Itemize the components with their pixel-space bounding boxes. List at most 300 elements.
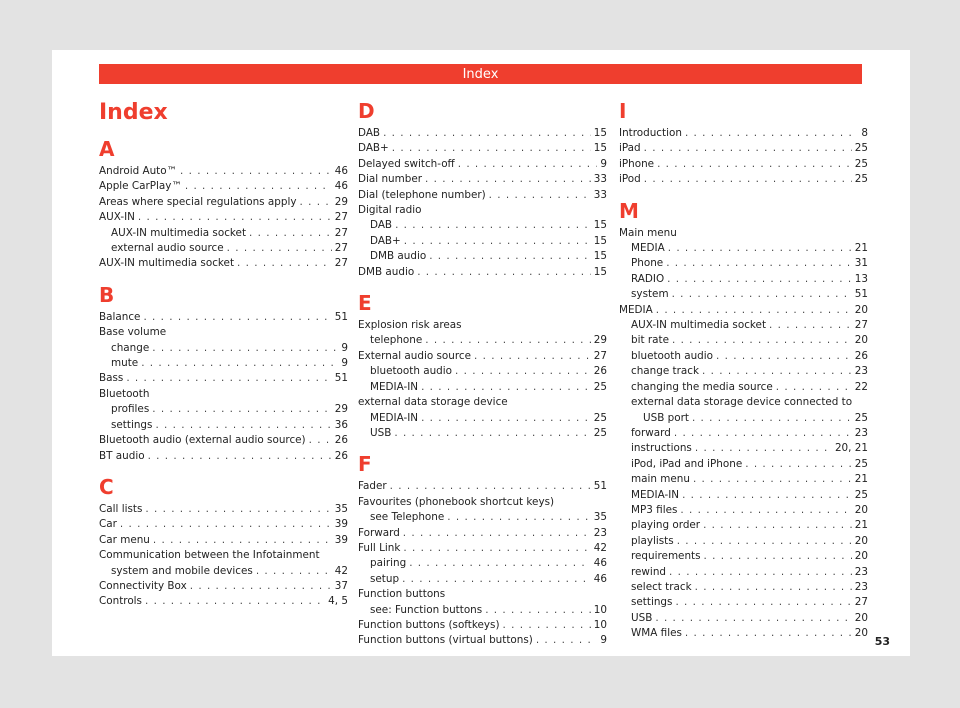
entry-page-number: 21 (854, 473, 868, 486)
dot-leader (120, 517, 332, 532)
dot-leader (145, 502, 331, 517)
entry-page-number: 46 (334, 180, 348, 193)
index-title: Index (99, 100, 168, 125)
dot-leader (458, 157, 598, 172)
entry-label: Full Link (358, 541, 401, 554)
entry-label: requirements (631, 550, 701, 563)
entry-label: external audio source (111, 242, 224, 255)
entry-label: MEDIA-IN (370, 411, 419, 424)
entry-label: changing the media source (631, 380, 773, 393)
entry-page-number: 9 (341, 357, 348, 370)
entry-label: telephone (370, 334, 423, 347)
entry-page-number: 23 (854, 565, 868, 578)
entry-page-number: 4, 5 (328, 595, 348, 608)
index-heading (619, 226, 868, 241)
index-entry[interactable] (358, 364, 607, 379)
entry-page-number: 15 (593, 250, 607, 263)
index-entry[interactable] (619, 380, 868, 395)
entry-label: MEDIA-IN (631, 488, 680, 501)
dot-leader (152, 402, 332, 417)
dot-leader (138, 210, 332, 225)
dot-leader (489, 188, 591, 203)
index-entry[interactable] (358, 556, 607, 571)
dot-leader (409, 556, 591, 571)
index-heading (358, 395, 607, 410)
index-entry[interactable] (619, 549, 868, 564)
dot-leader (417, 265, 591, 280)
header-title: Index (462, 66, 499, 82)
entry-page-number: 21 (854, 242, 868, 255)
index-entry[interactable] (619, 457, 868, 472)
entry-page-number: 20 (854, 550, 868, 563)
entry-page-number: 25 (593, 380, 607, 393)
entry-label: Bass (99, 372, 124, 385)
index-entry[interactable] (358, 249, 607, 264)
dot-leader (227, 241, 332, 256)
page-number: 53 (874, 635, 890, 648)
index-heading (99, 325, 348, 340)
dot-leader (256, 564, 332, 579)
entry-label: change (111, 341, 150, 354)
entry-label: forward (631, 426, 671, 439)
section-letter: A (99, 137, 115, 161)
index-column-1 (99, 138, 348, 622)
index-section-b (99, 284, 348, 464)
index-entry[interactable] (619, 287, 868, 302)
entry-page-number: 22 (854, 380, 868, 393)
entry-label: MEDIA (619, 303, 653, 316)
section-letter: D (358, 99, 375, 123)
entry-label: Base volume (99, 326, 167, 339)
entry-page-number: 35 (334, 502, 348, 515)
dot-leader (657, 157, 852, 172)
index-entry[interactable] (619, 256, 868, 271)
entry-label: iPod (619, 173, 641, 186)
entry-label: USB port (643, 411, 689, 424)
entry-label: Android Auto™ (99, 165, 177, 177)
entry-label: playlists (631, 534, 674, 547)
index-entry[interactable] (358, 510, 607, 525)
entry-label: DMB audio (370, 250, 427, 263)
index-entry[interactable] (99, 449, 348, 464)
dot-leader (668, 241, 852, 256)
index-entry[interactable] (358, 479, 607, 494)
entry-page-number: 23 (854, 365, 868, 378)
index-entry[interactable] (99, 594, 348, 609)
entry-page-number: 25 (854, 142, 868, 155)
entry-label: Forward (358, 526, 400, 539)
entry-label: iPod, iPad and iPhone (631, 457, 743, 470)
entry-page-number: 25 (854, 157, 868, 170)
index-entry[interactable] (99, 402, 348, 417)
dot-leader (190, 579, 332, 594)
entry-page-number: 29 (334, 403, 348, 416)
index-entry[interactable] (619, 241, 868, 256)
index-entry[interactable] (358, 618, 607, 633)
index-entry[interactable] (358, 157, 607, 172)
index-entry[interactable] (619, 580, 868, 595)
entry-label: Apple CarPlay™ (99, 180, 182, 193)
entry-label: Balance (99, 310, 141, 323)
index-heading (358, 203, 607, 218)
entry-page-number: 46 (593, 572, 607, 585)
dot-leader (429, 249, 591, 264)
entry-page-number: 26 (593, 365, 607, 378)
index-entry[interactable] (619, 141, 868, 156)
entry-label: main menu (631, 473, 690, 486)
entry-label: external data storage device (358, 396, 508, 409)
index-entry[interactable] (99, 517, 348, 532)
dot-leader (536, 633, 598, 648)
dot-leader (656, 303, 852, 318)
index-section-a (99, 138, 348, 272)
index-entry[interactable] (358, 411, 607, 426)
index-entry[interactable] (99, 310, 348, 325)
entry-label: DAB (370, 219, 393, 232)
index-entry[interactable] (99, 210, 348, 225)
entry-page-number: 20 (854, 303, 868, 316)
entry-label: rewind (631, 565, 667, 578)
entry-label: change track (631, 365, 699, 378)
entry-label: Bluetooth audio (external audio source) (99, 434, 306, 447)
dot-leader (425, 333, 591, 348)
entry-label: USB (370, 426, 392, 439)
entry-label: select track (631, 580, 692, 593)
index-entry[interactable] (358, 526, 607, 541)
entry-page-number: 10 (593, 603, 607, 616)
entry-page-number: 51 (854, 288, 868, 301)
index-entry[interactable] (99, 195, 348, 210)
entry-page-number: 51 (593, 480, 607, 493)
index-entry[interactable] (619, 364, 868, 379)
entry-label: AUX-IN (99, 211, 135, 224)
dot-leader (402, 572, 591, 587)
dot-leader (421, 411, 591, 426)
index-page (52, 50, 910, 656)
entry-label: Function buttons (358, 588, 446, 601)
index-entry[interactable] (619, 595, 868, 610)
entry-page-number: 9 (341, 341, 348, 354)
entry-page-number: 51 (334, 310, 348, 323)
entry-page-number: 37 (334, 579, 348, 592)
index-entry[interactable] (619, 488, 868, 503)
entry-page-number: 15 (593, 127, 607, 139)
entry-label: iPhone (619, 157, 655, 170)
index-entry[interactable] (619, 426, 868, 441)
index-entry[interactable] (99, 579, 348, 594)
dot-leader (695, 441, 832, 456)
entry-page-number: 25 (854, 173, 868, 186)
dot-leader (685, 626, 852, 641)
dot-leader (695, 580, 852, 595)
entry-page-number: 27 (854, 319, 868, 332)
section-letter: C (99, 474, 114, 499)
dot-leader (672, 333, 852, 348)
dot-leader (644, 172, 852, 187)
entry-label: bit rate (631, 334, 669, 347)
index-heading (99, 387, 348, 402)
entry-label: mute (111, 357, 139, 370)
section-letter: M (619, 198, 639, 223)
entry-label: pairing (370, 557, 407, 570)
entry-label: setup (370, 572, 400, 585)
entry-page-number: 26 (334, 449, 348, 462)
entry-label: Delayed switch-off (358, 157, 455, 170)
entry-page-number: 20 (854, 334, 868, 347)
index-entry[interactable] (99, 418, 348, 433)
entry-label: playing order (631, 519, 701, 532)
dot-leader (675, 595, 851, 610)
index-entry[interactable] (358, 633, 607, 648)
entry-label: instructions (631, 442, 692, 455)
entry-page-number: 15 (593, 142, 607, 155)
index-entry[interactable] (619, 518, 868, 533)
entry-page-number: 27 (593, 349, 607, 362)
section-letter: F (358, 452, 372, 477)
section-letter: I (619, 99, 627, 123)
entry-page-number: 39 (334, 533, 348, 546)
index-heading (619, 395, 868, 410)
entry-page-number: 27 (854, 596, 868, 609)
index-entry[interactable] (99, 533, 348, 548)
entry-label: BT audio (99, 449, 145, 462)
dot-leader (692, 411, 852, 426)
index-entry[interactable] (358, 141, 607, 156)
dot-leader (655, 611, 851, 626)
entry-page-number: 25 (593, 426, 607, 439)
entry-page-number: 20 (854, 503, 868, 516)
entry-label: system and mobile devices (111, 564, 253, 577)
entry-label: USB (631, 611, 653, 624)
dot-leader (237, 256, 332, 271)
entry-page-number: 36 (334, 418, 348, 431)
index-section-f (358, 453, 607, 648)
section-letter: B (99, 282, 115, 307)
index-entry[interactable] (619, 411, 868, 426)
entry-label: settings (111, 418, 153, 431)
index-entry[interactable] (619, 349, 868, 364)
index-entry[interactable] (99, 433, 348, 448)
entry-page-number: 25 (854, 411, 868, 424)
index-entry[interactable] (358, 603, 607, 618)
index-entry[interactable] (99, 226, 348, 241)
dot-leader (155, 418, 331, 433)
entry-page-number: 23 (593, 526, 607, 539)
index-heading (358, 495, 607, 510)
entry-label: Digital radio (358, 204, 422, 217)
dot-leader (390, 479, 591, 494)
dot-leader (703, 518, 852, 533)
entry-page-number: 15 (593, 234, 607, 247)
entry-label: Introduction (619, 127, 682, 139)
dot-leader (674, 426, 852, 441)
entry-label: AUX-IN multimedia socket (631, 319, 767, 332)
entry-page-number: 27 (334, 242, 348, 255)
dot-leader (682, 488, 852, 503)
dot-leader (249, 226, 332, 241)
entry-label: Bluetooth (99, 387, 150, 400)
dot-leader (455, 364, 591, 379)
dot-leader (503, 618, 591, 633)
dot-leader (702, 364, 852, 379)
entry-page-number: 20 (854, 611, 868, 624)
entry-label: External audio source (358, 349, 472, 362)
entry-label: DAB+ (370, 234, 401, 247)
entry-label: Fader (358, 480, 387, 493)
index-entry[interactable] (619, 318, 868, 333)
dot-leader (716, 349, 852, 364)
entry-page-number: 33 (593, 173, 607, 186)
entry-label: Main menu (619, 226, 677, 239)
entry-label: see Telephone (370, 511, 445, 524)
index-entry[interactable] (619, 303, 868, 318)
entry-label: bluetooth audio (370, 365, 453, 378)
entry-label: Areas where special regulations apply (99, 195, 297, 208)
dot-leader (425, 172, 591, 187)
dot-leader (421, 380, 591, 395)
index-entry[interactable] (358, 349, 607, 364)
entry-page-number: 26 (854, 349, 868, 362)
dot-leader (392, 141, 591, 156)
entry-label: Explosion risk areas (358, 319, 462, 332)
index-entry[interactable] (619, 172, 868, 187)
index-entry[interactable] (358, 218, 607, 233)
entry-page-number: 15 (593, 265, 607, 278)
index-entry[interactable] (358, 333, 607, 348)
index-section-d (358, 100, 607, 280)
dot-leader (693, 472, 852, 487)
index-entry[interactable] (358, 265, 607, 280)
entry-label: AUX-IN multimedia socket (111, 226, 247, 239)
index-entry[interactable] (99, 164, 348, 179)
entry-page-number: 31 (854, 257, 868, 270)
index-entry[interactable] (358, 126, 607, 141)
entry-page-number: 23 (854, 426, 868, 439)
entry-label: Call lists (99, 502, 143, 515)
index-entry[interactable] (619, 472, 868, 487)
dot-leader (776, 380, 852, 395)
entry-page-number: 10 (593, 618, 607, 631)
entry-label: RADIO (631, 272, 665, 285)
entry-label: MEDIA-IN (370, 380, 419, 393)
entry-label: Communication between the Infotainment (99, 549, 320, 562)
dot-leader (143, 310, 331, 325)
dot-leader (141, 356, 338, 371)
index-entry[interactable] (619, 441, 868, 456)
index-entry[interactable] (358, 172, 607, 187)
index-entry[interactable] (358, 426, 607, 441)
index-entry[interactable] (99, 179, 348, 194)
entry-label: DMB audio (358, 265, 415, 278)
entry-label: Controls (99, 595, 142, 608)
dot-leader (669, 565, 852, 580)
entry-label: Connectivity Box (99, 579, 187, 592)
dot-leader (383, 126, 591, 141)
section-letter: E (358, 291, 372, 316)
index-entry[interactable] (619, 565, 868, 580)
index-entry[interactable] (99, 564, 348, 579)
entry-page-number: 9 (600, 634, 607, 647)
entry-label: settings (631, 596, 673, 609)
dot-leader (745, 457, 852, 472)
dot-leader (667, 272, 852, 287)
entry-label: DAB+ (358, 142, 389, 155)
entry-label: Car menu (99, 533, 150, 546)
index-entry[interactable] (99, 341, 348, 356)
index-entry[interactable] (358, 572, 607, 587)
entry-page-number: 25 (593, 411, 607, 424)
dot-leader (485, 603, 591, 618)
index-entry[interactable] (99, 356, 348, 371)
entry-page-number: 15 (593, 219, 607, 232)
entry-page-number: 42 (593, 541, 607, 554)
index-entry[interactable] (619, 333, 868, 348)
entry-page-number: 25 (854, 457, 868, 470)
index-entry[interactable] (99, 241, 348, 256)
dot-leader (395, 218, 591, 233)
dot-leader (447, 510, 590, 525)
index-entry[interactable] (358, 188, 607, 203)
index-entry[interactable] (619, 611, 868, 626)
index-entry[interactable] (99, 502, 348, 517)
entry-label: Dial (telephone number) (358, 188, 486, 201)
dot-leader (148, 449, 332, 464)
index-entry[interactable] (619, 272, 868, 287)
entry-label: Function buttons (virtual buttons) (358, 634, 533, 647)
entry-label: external data storage device connected to (631, 396, 853, 409)
dot-leader (677, 534, 852, 549)
entry-page-number: 27 (334, 211, 348, 224)
index-entry[interactable] (358, 234, 607, 249)
entry-page-number: 29 (593, 334, 607, 347)
index-entry[interactable] (358, 541, 607, 556)
dot-leader (666, 256, 852, 271)
entry-label: Phone (631, 257, 664, 270)
entry-label: see: Function buttons (370, 603, 483, 616)
index-entry[interactable] (99, 371, 348, 386)
index-entry[interactable] (99, 256, 348, 271)
dot-leader (403, 541, 590, 556)
dot-leader (680, 503, 851, 518)
entry-page-number: 35 (593, 511, 607, 524)
entry-label: AUX-IN multimedia socket (99, 257, 235, 270)
dot-leader (145, 594, 325, 609)
entry-page-number: 9 (600, 157, 607, 170)
dot-leader (180, 164, 332, 179)
dot-leader (704, 549, 852, 564)
index-section-e (358, 292, 607, 441)
dot-leader (474, 349, 591, 364)
entry-label: profiles (111, 403, 150, 416)
index-entry[interactable] (619, 157, 868, 172)
entry-label: iPad (619, 142, 641, 155)
index-entry[interactable] (358, 380, 607, 395)
index-heading (358, 587, 607, 602)
entry-page-number: 20, 21 (834, 442, 868, 455)
index-entry[interactable] (619, 503, 868, 518)
index-section-m (619, 200, 868, 642)
entry-page-number: 33 (593, 188, 607, 201)
index-heading (99, 548, 348, 563)
index-entry[interactable] (619, 626, 868, 641)
entry-page-number: 27 (334, 257, 348, 270)
index-entry[interactable] (619, 534, 868, 549)
entry-page-number: 51 (334, 372, 348, 385)
entry-label: WMA files (631, 627, 682, 640)
index-heading (358, 318, 607, 333)
dot-leader (394, 426, 590, 441)
index-entry[interactable] (619, 126, 868, 141)
